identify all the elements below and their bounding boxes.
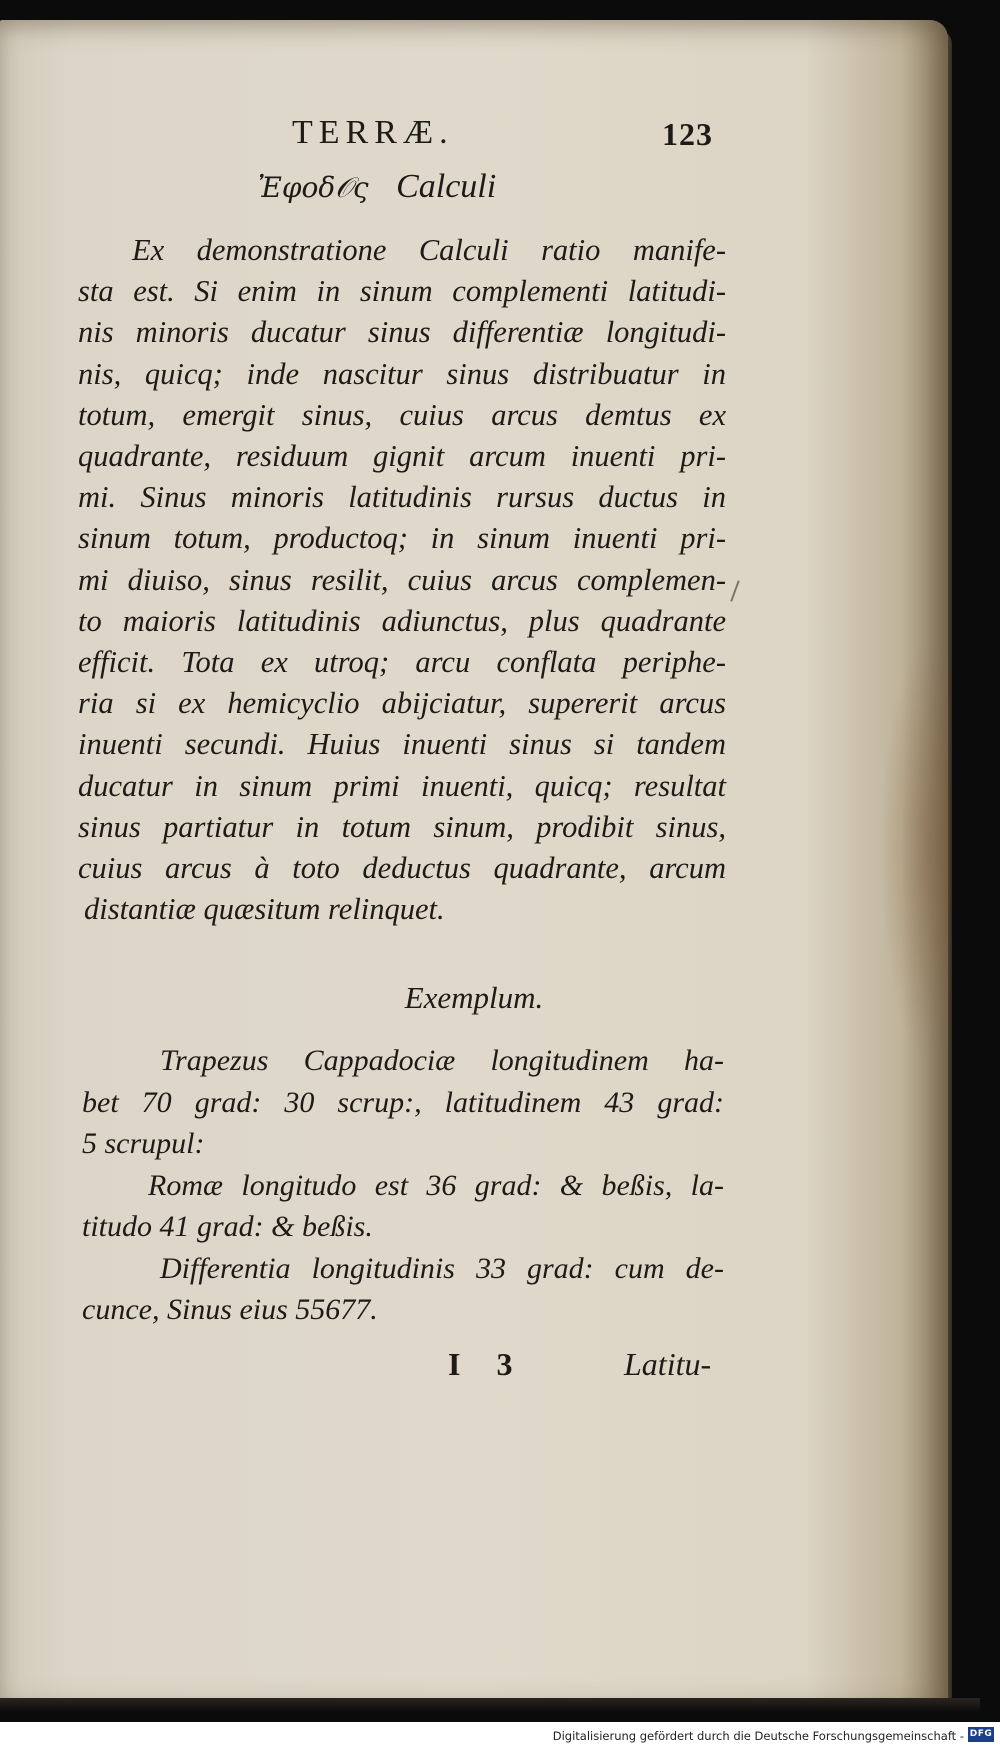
body-line: sta est. Si enim in sinum complementi latitudi- [78,274,726,309]
body-line: inuenti secundi. Huius inuenti sinus si tandem [78,727,726,762]
body-line: Ex demonstratione Calculi ratio manife- [132,233,726,267]
catchword: Latitu- [624,1346,712,1382]
running-title: TERRÆ. [292,114,454,151]
exemplum-heading: Exemplum. [404,980,544,1015]
exemplum-line: titudo 41 grad: & beßis. [82,1210,373,1243]
body-line: mi diuiso, sinus resilit, cuius arcus complemen- [78,562,726,597]
exemplum-paragraph [82,1040,724,1331]
body-line: nis minoris ducatur sinus differentiæ longitudi- [78,315,726,350]
exemplum-line: 5 scrupul: [82,1127,205,1160]
body-line: nis, quicq; inde nascitur sinus distribuatur in [78,356,726,391]
footer-credit: Digitalisierung gefördert durch die Deutsche Forschungsgemeinschaft - [552,1729,964,1743]
signature-mark: I 3 [448,1346,527,1382]
body-line: sinus partiatur in totum sinum, prodibit sinus, [78,809,726,844]
section-heading-latin: Calculi [396,168,497,205]
exemplum-line: Trapezus Cappadociæ longitudinem ha- [160,1044,724,1077]
exemplum-line: Romæ longitudo est 36 grad: & beßis, la- [148,1168,724,1202]
body-paragraph [78,230,726,930]
exemplum-line: Differentia longitudinis 33 grad: cum de- [160,1251,724,1285]
dfg-logo-icon[interactable]: DFG [968,1727,994,1742]
body-line: quadrante, residuum gignit arcum inuenti pri- [78,439,726,474]
exemplum-line: bet 70 grad: 30 scrup:, latitudinem 43 grad: [82,1085,724,1119]
section-heading [258,168,496,206]
body-line: to maioris latitudinis adiunctus, plus quadrante [78,603,726,638]
body-line: efficit. Tota ex utroq; arcu conflata periphe- [78,645,726,680]
page-bottom-shadow [0,1698,980,1712]
body-line: mi. Sinus minoris latitudinis rursus ductus in [78,480,726,515]
body-line: ducatur in sinum primi inuenti, quicq; resultat [78,768,726,803]
body-line: ria si ex hemicyclio abijciatur, supererit arcus [78,686,726,721]
page-number: 123 [662,116,713,152]
exemplum-line: cunce, Sinus eius 55677. [82,1293,378,1326]
section-heading-greek: Ἐφοδ𝒪ς [258,171,369,204]
body-line: cuius arcus à toto deductus quadrante, arcum [78,851,726,886]
body-line: distantiæ quæsitum relinquet. [84,892,445,927]
body-line: sinum totum, productoq; in sinum inuenti pri- [78,521,726,556]
body-line: totum, emergit sinus, cuius arcus demtus ex [78,397,726,432]
